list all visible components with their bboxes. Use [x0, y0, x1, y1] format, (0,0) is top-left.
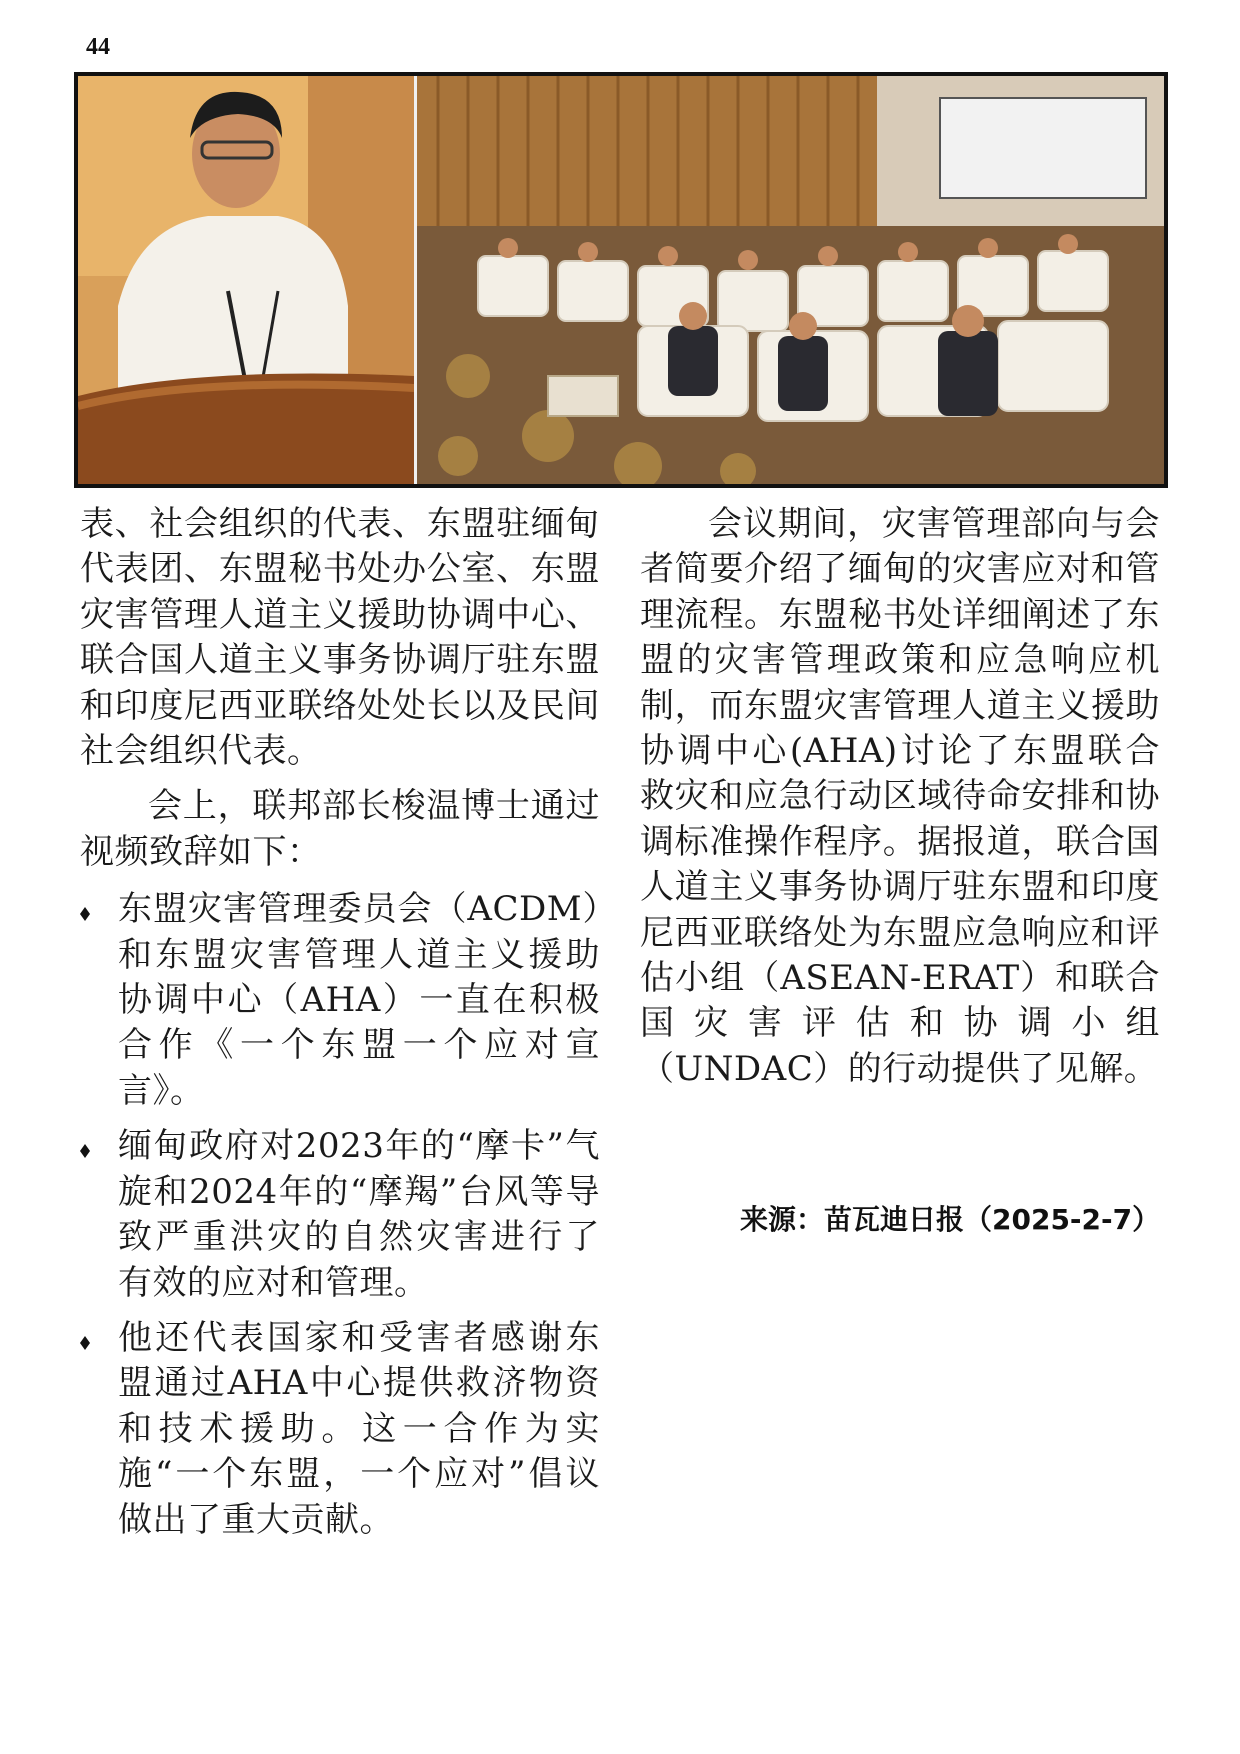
bullet-text: 缅甸政府对2023年的“摩卡”气旋和2024年的“摩羯”台风等导致严重洪灾的自然灾害进行了有效的应对和管理。 — [118, 1126, 600, 1303]
list-item — [80, 1316, 600, 1543]
page-number: 44 — [86, 34, 110, 60]
left-paragraph-2: 会上，联邦部长梭温博士通过视频致辞如下： — [80, 786, 600, 872]
right-paragraph-1: 会议期间，灾害管理部向与会者简要介绍了缅甸的灾害应对和管理流程。东盟秘书处详细阐述了东盟的灾害管理政策和应急响应机制，而东盟灾害管理人道主义援助协调中心(AHA)讨论了东盟联合救灾和应急行动区域待命安排和协调标准操作程序。据报道，联合国人道主义事务协调厅驻东盟和印度尼西亚联络处为东盟应急响应和评估小组（ASEAN-ERAT）和联合国灾害评估和协调小组（UNDAC）的行动提供了见解。 — [640, 504, 1160, 1089]
speaker-photo — [78, 76, 414, 484]
diamond-bullet-icon — [80, 907, 90, 921]
bullet-text: 他还代表国家和受害者感谢东盟通过AHA中心提供救济物资和技术援助。这一合作为实施“一个东盟，一个应对”倡议做出了重大贡献。 — [118, 1317, 600, 1540]
diamond-bullet-icon — [80, 1144, 90, 1158]
source-credit: 来源：苗瓦迪日报（2025-2-7） — [740, 1203, 1161, 1236]
right-column — [640, 502, 1160, 1092]
list-item — [80, 887, 600, 1114]
left-paragraph-1: 表、社会组织的代表、东盟驻缅甸代表团、东盟秘书处办公室、东盟灾害管理人道主义援助协调中心、联合国人道主义事务协调厅驻东盟和印度尼西亚联络处处长以及民间社会组织代表。 — [80, 504, 600, 772]
news-photo — [74, 72, 1168, 488]
diamond-bullet-icon — [80, 1336, 90, 1350]
left-column — [80, 502, 600, 1553]
audience-photo — [417, 76, 1164, 484]
bullet-text: 东盟灾害管理委员会（ACDM）和东盟灾害管理人道主义援助协调中心（AHA）一直在积极合作《一个东盟一个应对宣言》。 — [118, 889, 600, 1111]
list-item — [80, 1124, 600, 1306]
speech-points-list — [80, 887, 600, 1543]
